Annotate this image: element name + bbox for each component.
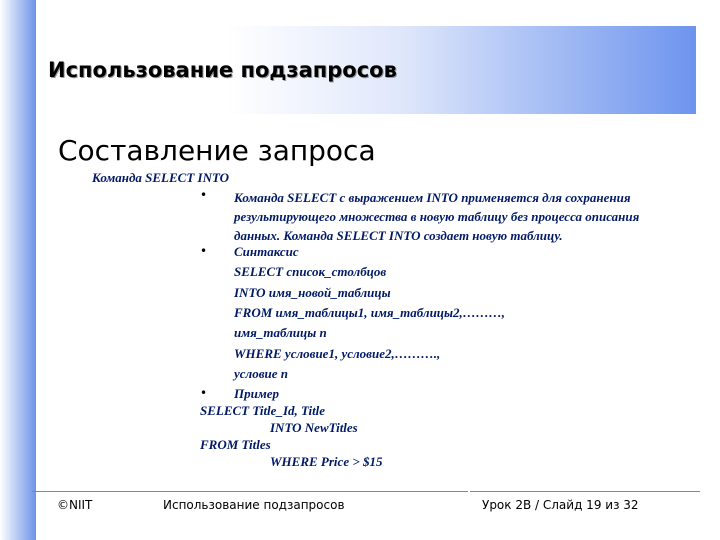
bullet-text-syntax: Синтаксис — [234, 244, 299, 259]
footer-topic: Использование подзапросов — [163, 498, 345, 512]
syntax-line: имя_таблицы n — [234, 325, 327, 340]
footer-divider-left — [32, 491, 468, 492]
example-line: SELECT Title_Id, Title — [200, 403, 326, 418]
syntax-line: условие n — [234, 366, 288, 381]
syntax-line: FROM имя_таблицы1, имя_таблицы2,………, — [234, 305, 506, 320]
bullet-marker: • — [200, 386, 208, 400]
bullet-text-example: Пример — [234, 386, 280, 401]
example-line: WHERE Price > $15 — [270, 454, 383, 469]
slide-title: Использование подзапросов — [48, 58, 397, 82]
example-line: INTO NewTitles — [270, 420, 358, 435]
section-label: Команда SELECT INTO — [92, 170, 230, 185]
syntax-line: SELECT список_столбцов — [234, 264, 387, 279]
footer-copyright: ©NIIT — [57, 498, 93, 512]
bullet-marker: • — [200, 188, 208, 202]
bullet-text-select-into: Команда SELECT с выражением INTO применяется для сохранения результирующего множества в новую таблицу без процесса описания данных. Команда SELECT INTO создает новую таблицу. — [234, 190, 640, 243]
example-line: FROM Titles — [200, 437, 271, 452]
left-decorative-bar — [0, 0, 36, 540]
syntax-line: INTO имя_новой_таблицы — [234, 285, 391, 300]
slide-subtitle: Составление запроса — [58, 134, 376, 167]
footer-page-number: Урок 2B / Слайд 19 из 32 — [482, 498, 639, 512]
footer-divider-right — [470, 491, 700, 492]
syntax-line: WHERE условие1, условие2,………., — [234, 346, 441, 361]
bullet-marker: • — [200, 244, 208, 258]
